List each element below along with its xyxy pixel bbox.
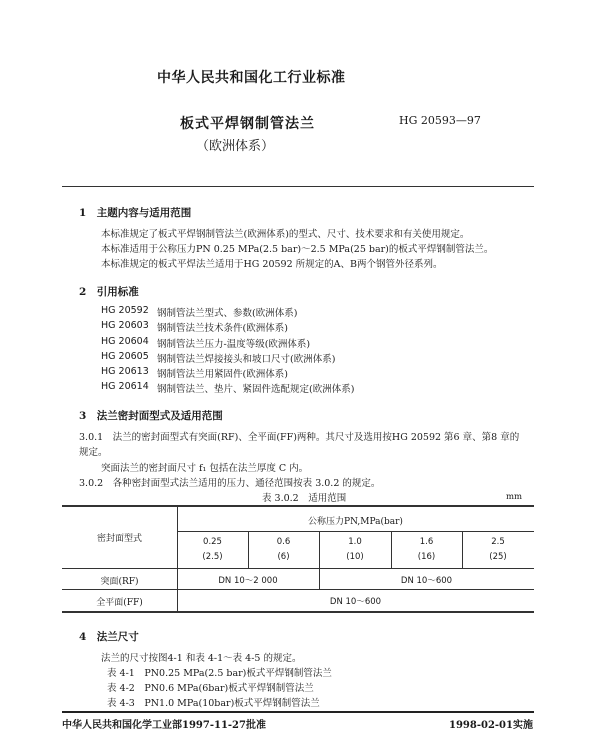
table-bottom-border bbox=[62, 611, 534, 613]
clause-3-0-1-line-1: 3.0.1 法兰的密封面型式有突面(RF)、全平面(FF)两种。其尺寸及选用按HG 20592 第6 章、第8 章的 bbox=[79, 432, 520, 443]
section-1-heading: 1 主题内容与适用范围 bbox=[79, 207, 192, 219]
row-label-rf: 突面(RF) bbox=[100, 577, 139, 587]
pressure-mpa-cell: 2.5 bbox=[491, 537, 505, 547]
pressure-bar-cell: (2.5) bbox=[202, 552, 223, 562]
table-caption: 表 3.0.2 适用范围 bbox=[262, 493, 347, 504]
pressure-bar-cell: (25) bbox=[489, 552, 507, 562]
table-header-rule bbox=[62, 568, 534, 569]
table-top-border bbox=[62, 505, 534, 507]
pressure-mpa-cell: 1.0 bbox=[348, 537, 362, 547]
reference-title: 钢制管法兰用紧固件(欧洲体系) bbox=[157, 369, 288, 380]
row-label-ff: 全平面(FF) bbox=[96, 598, 143, 608]
pressure-mpa-cell: 0.25 bbox=[203, 537, 222, 547]
pressure-bar-cell: (16) bbox=[417, 552, 436, 562]
section-1-paragraph-1: 本标准规定了板式平焊钢制管法兰(欧洲体系)的型式、尺寸、技术要求和有关使用规定。 bbox=[101, 229, 470, 240]
table-group-header-pressure: 公称压力PN,MPa(bar) bbox=[308, 517, 403, 527]
approval-note: 中华人民共和国化学工业部1997-11-27批准 bbox=[62, 720, 266, 731]
table-list-item: 表 4-1 PN0.25 MPa(2.5 bar)板式平焊钢制管法兰 bbox=[107, 668, 332, 679]
pressure-bar-cell: (10) bbox=[346, 552, 364, 562]
pressure-mpa-cell: 0.6 bbox=[276, 537, 291, 547]
reference-title: 钢制管法兰压力-温度等级(欧洲体系) bbox=[157, 339, 311, 350]
implementation-date: 1998-02-01实施 bbox=[449, 720, 533, 731]
rf-range-low: DN 10～2 000 bbox=[218, 576, 278, 586]
table-list-item: 表 4-2 PN0.6 MPa(6bar)板式平焊钢制管法兰 bbox=[107, 683, 314, 694]
reference-item: HG 20592 bbox=[101, 305, 149, 316]
rf-range-high: DN 10～600 bbox=[400, 576, 453, 586]
reference-item: HG 20605 bbox=[101, 351, 149, 362]
document-subtitle: （欧洲体系） bbox=[196, 139, 275, 154]
table-list-item: 表 4-3 PN1.0 MPa(10bar)板式平焊钢制管法兰 bbox=[107, 698, 320, 709]
reference-item: HG 20614 bbox=[101, 381, 149, 392]
clause-3-0-1-note: 突面法兰的密封面尺寸 f₁ 包括在法兰厚度 C 内。 bbox=[101, 463, 309, 474]
table-unit: mm bbox=[506, 492, 523, 502]
clause-3-0-1-line-2: 规定。 bbox=[79, 447, 108, 458]
standard-code: HG 20593—97 bbox=[399, 114, 481, 127]
issuing-organization: 中华人民共和国化工行业标准 bbox=[157, 70, 346, 86]
document-title: 板式平焊钢制管法兰 bbox=[180, 116, 315, 132]
clause-3-0-2: 3.0.2 各种密封面型式法兰适用的压力、通径范围按表 3.0.2 的规定。 bbox=[79, 478, 381, 489]
reference-title: 钢制管法兰焊接接头和坡口尺寸(欧洲体系) bbox=[157, 354, 336, 365]
pressure-bar-cell: (6) bbox=[277, 552, 290, 562]
section-1-paragraph-3: 本标准规定的板式平焊法兰适用于HG 20592 所规定的A、B两个钢管外径系列。 bbox=[101, 259, 443, 270]
reference-item: HG 20604 bbox=[101, 336, 149, 347]
section-3-heading: 3 法兰密封面型式及适用范围 bbox=[79, 410, 223, 422]
reference-item: HG 20613 bbox=[101, 366, 149, 377]
footer-rule bbox=[62, 711, 534, 713]
reference-item: HG 20603 bbox=[101, 320, 149, 331]
reference-title: 钢制管法兰型式、参数(欧洲体系) bbox=[157, 308, 298, 319]
pressure-mpa-cell: 1.6 bbox=[419, 537, 434, 547]
table-col-header-seal-type: 密封面型式 bbox=[96, 534, 142, 544]
reference-title: 钢制管法兰技术条件(欧洲体系) bbox=[157, 323, 288, 334]
header-rule bbox=[62, 186, 534, 187]
section-4-paragraph: 法兰的尺寸按图4-1 和表 4-1～表 4-5 的规定。 bbox=[101, 653, 302, 664]
section-4-heading: 4 法兰尺寸 bbox=[79, 631, 139, 643]
table-group-rule bbox=[177, 531, 534, 532]
section-1-paragraph-2: 本标准适用于公称压力PN 0.25 MPa(2.5 bar)～2.5 MPa(25 bar)的板式平焊钢制管法兰。 bbox=[101, 244, 494, 255]
table-row-rule bbox=[62, 589, 534, 590]
reference-title: 钢制管法兰、垫片、紧固件选配规定(欧洲体系) bbox=[157, 384, 355, 395]
section-2-heading: 2 引用标准 bbox=[79, 286, 139, 298]
ff-range: DN 10～600 bbox=[329, 597, 382, 607]
